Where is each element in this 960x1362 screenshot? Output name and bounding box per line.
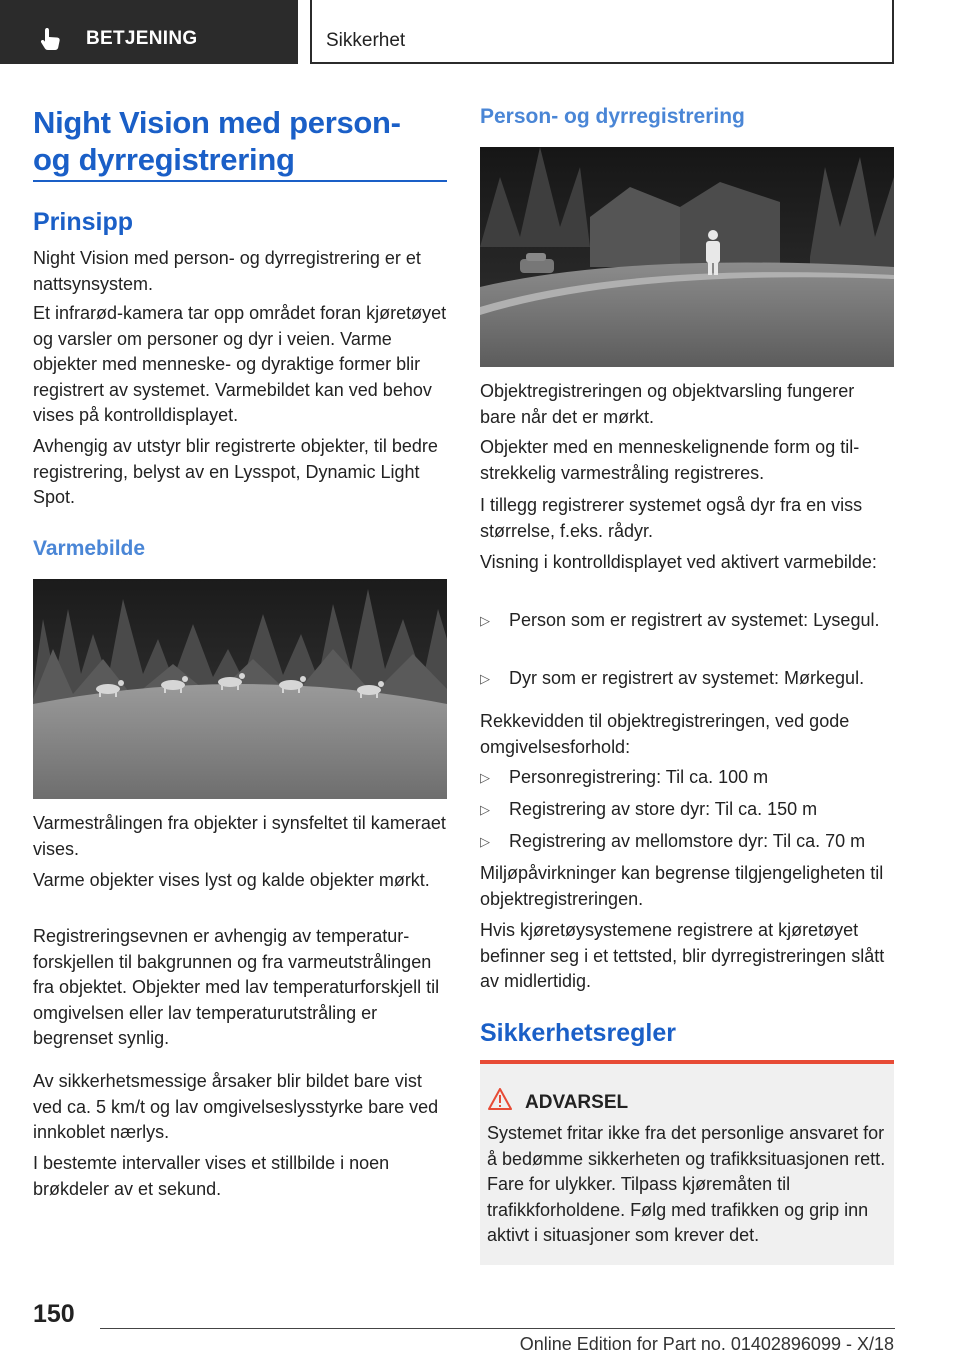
triangle-bullet-icon: ▷: [480, 770, 490, 785]
detection-paragraph-6: Miljøpåvirkninger kan begrense tilgjengeligheten til objektregistreringen.: [480, 863, 884, 909]
heading-principle: Prinsipp: [33, 208, 134, 236]
triangle-bullet-icon: ▷: [480, 834, 490, 849]
detection-paragraph-2: Objekter med en menneskelignende form og tilstrekkelig varmestråling registreres.: [480, 437, 860, 483]
warning-text: Systemet fritar ikke fra det personlige ansvaret for å bedømme sikkerheten og trafikksituasjonen rett. Fare for ulykker. Tilpass kjøremåten til trafikkforholdene. Følg med trafikken og grip inn aktivt i situasjoner som krever det.: [487, 1123, 886, 1246]
list-item: ▷ Person som er registrert av systemet: Lysegul.: [480, 608, 894, 660]
heading-thermal-image: Varmebilde: [33, 537, 146, 560]
page-number: 150: [33, 1300, 75, 1328]
section-tab: [0, 0, 298, 64]
list-item: ▷ Registrering av store dyr: Til ca. 150 m: [480, 797, 894, 823]
list-item: ▷ Registrering av mellomstore dyr: Til ca. 70 m: [480, 829, 894, 855]
thermal-paragraph-3: Registreringsevnen er avhengig av temperaturforskjellen til bakgrunnen og fra varmeutstrålingen fra objektet. Objekter med lav temperaturforskjell til omgivelsen eller lav temperaturutstråling er begrenset synlig.: [33, 926, 440, 1049]
warning-box: [480, 1060, 894, 1265]
detection-paragraph-1: Objektregistreringen og objektvarsling fungerer bare når det er mørkt.: [480, 381, 855, 427]
thermal-paragraph-2: Varme objekter vises lyst og kalde objekter mørkt.: [33, 870, 430, 890]
thermal-paragraph-4: Av sikkerhetsmessige årsaker blir bildet bare vist ved ca. 5 km/t og lav omgivelseslysstyrke bare ved innkoblet nærlys.: [33, 1071, 439, 1143]
subsection-label: Sikkerhet: [326, 30, 406, 51]
detection-paragraph-3: I tillegg registrerer systemet også dyr fra en viss størrelse, f.eks. rådyr.: [480, 495, 863, 541]
thermal-paragraph-1: Varmestrålingen fra objekter i synsfeltet til kameraet vises.: [33, 813, 446, 859]
triangle-bullet-icon: ▷: [480, 802, 490, 817]
footer-divider: [100, 1328, 895, 1329]
page-title: Night Vision med person- og dyrregistrering: [33, 105, 401, 177]
pointing-hand-icon: [38, 26, 64, 52]
principle-paragraph-1: Night Vision med person- og dyrregistrering er et nattsynsystem.: [33, 248, 421, 294]
detection-paragraph-7: Hvis kjøretøysystemene registrere at kjøretøyet befinner seg i et tettsted, blir dyrregistreringen slått av midlertidig.: [480, 920, 885, 992]
principle-paragraph-2: Et infrarød-kamera tar opp området foran kjøretøyet og varsler om personer og dyr i veien. Varme objekter med menneske- og dyraktige former blir registrert av systemet. Varmebildet kan ved behov vises på kontrolldisplayet.: [33, 303, 447, 426]
thermal-image-person: [480, 147, 894, 367]
thermal-paragraph-5: I bestemte intervaller vises et stillbilde i noen brøkdeler av et sekund.: [33, 1153, 390, 1199]
triangle-bullet-icon: ▷: [480, 671, 490, 686]
heading-safety-rules: Sikkerhetsregler: [480, 1019, 676, 1047]
list-item: ▷ Dyr som er registrert av systemet: Mørkegul.: [480, 666, 894, 692]
detection-paragraph-4: Visning i kontrolldisplayet ved aktivert varmebilde:: [480, 552, 877, 572]
triangle-bullet-icon: ▷: [480, 613, 490, 628]
thermal-image-animals: [33, 579, 447, 799]
warning-title: ADVARSEL: [525, 1092, 629, 1113]
subsection-tab: [310, 0, 894, 64]
list-item: ▷ Personregistrering: Til ca. 100 m: [480, 765, 894, 791]
heading-detection: Person- og dyrregistrering: [480, 105, 745, 128]
warning-triangle-icon: [488, 1088, 512, 1110]
detection-paragraph-5: Rekkevidden til objektregistreringen, ved gode omgivelsesforhold:: [480, 711, 850, 757]
principle-paragraph-3: Avhengig av utstyr blir registrerte objekter, til bedre registrering, belyst av en Lysspot, Dynamic Light Spot.: [33, 436, 438, 508]
section-label: BETJENING: [86, 28, 198, 49]
title-divider: [33, 180, 447, 182]
edition-footer: Online Edition for Part no. 01402896099 - X/18: [519, 1334, 894, 1354]
